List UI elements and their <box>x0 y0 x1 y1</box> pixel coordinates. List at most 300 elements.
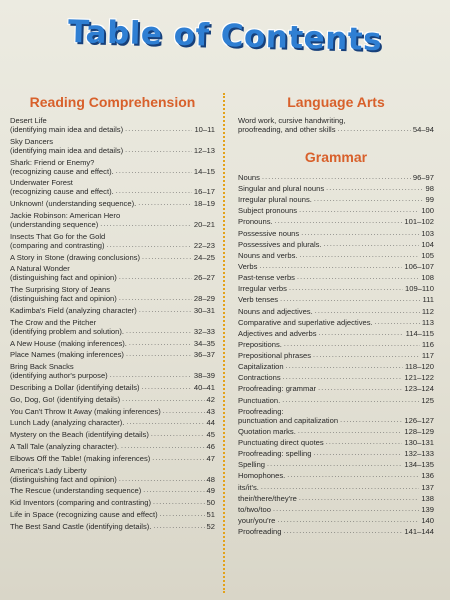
entry-title: Nouns <box>238 172 260 182</box>
entry-title: Insects That Go for the Gold <box>10 231 106 241</box>
toc-entry <box>10 430 215 439</box>
toc-entry <box>10 350 215 359</box>
title-area <box>0 13 450 59</box>
entry-title: Lunch Lady (analyzing character). <box>10 418 125 428</box>
entry-title: Past-tense verbs <box>238 273 295 283</box>
entry-title: Adjectives and adverbs <box>238 328 317 338</box>
entry-row <box>10 475 215 484</box>
page-number: 20–21 <box>193 219 215 229</box>
entry-title: Verbs <box>238 261 258 271</box>
entry-row <box>10 371 215 380</box>
toc-entry <box>10 498 215 507</box>
entry-row <box>238 195 434 204</box>
dot-leader <box>163 407 205 416</box>
entry-row <box>10 306 215 315</box>
entry-row <box>10 454 215 463</box>
entry-skill: (identifying main idea and details) <box>10 145 124 155</box>
page-number: 42 <box>206 394 215 404</box>
entry-title: Possessive nouns <box>238 228 300 238</box>
entry-skill: (identifying main idea and details) <box>10 125 124 134</box>
entry-title: Sky Dancers <box>10 136 54 146</box>
dot-leader <box>100 220 192 229</box>
entry-row <box>238 229 434 238</box>
page-number: 18–19 <box>193 199 215 209</box>
entry-title: Proofreading: spelling <box>238 449 312 459</box>
dot-leader <box>286 362 403 371</box>
entry-title: your/you're <box>238 516 276 526</box>
entry-title: The Crow and the Pitcher <box>10 317 97 327</box>
dot-leader <box>375 318 420 327</box>
entry-title: Kadimba's Field (analyzing character) <box>10 305 137 315</box>
column-divider <box>223 93 225 593</box>
entry-row <box>10 220 215 229</box>
dot-leader <box>299 206 419 215</box>
toc-entry <box>10 442 215 451</box>
page-number: 51 <box>206 509 215 519</box>
page-number: 38–39 <box>193 371 215 381</box>
entry-title: Jackie Robinson: American Hero <box>10 210 121 220</box>
toc-entry <box>238 384 434 393</box>
toc-entry <box>10 510 215 519</box>
toc-entry <box>10 178 215 196</box>
right-column <box>238 94 434 538</box>
page-number: 98 <box>425 183 434 193</box>
entry-title: Capitalization <box>238 362 284 372</box>
toc-entry <box>10 418 215 427</box>
dot-leader <box>298 427 403 436</box>
entry-title: its/it's. <box>238 482 259 492</box>
page-number: 141–144 <box>404 527 434 537</box>
entry-title: The Rescue (understanding sequence) <box>10 486 142 496</box>
entry-skill: (distinguishing fact and opinion) <box>10 474 117 484</box>
entry-title: their/there/they're <box>238 493 297 503</box>
page-number: 99 <box>425 195 434 205</box>
page-number: 106–107 <box>404 261 434 271</box>
page-number: 26–27 <box>193 273 215 283</box>
entry-title: Bring Back Snacks <box>10 362 74 372</box>
entry-row <box>10 187 215 196</box>
language-arts-row <box>238 125 434 134</box>
page-number: 45 <box>206 430 215 440</box>
dot-leader <box>282 396 419 405</box>
toc-entry <box>238 516 434 525</box>
page-title: Table of Contents <box>67 13 383 59</box>
entry-skill: (comparing and contrasting) <box>10 240 105 250</box>
entry-row <box>238 184 434 193</box>
entry-row <box>10 273 215 282</box>
page-number: 128–129 <box>404 426 434 436</box>
dot-leader <box>152 454 204 463</box>
page-number: 118–120 <box>405 362 434 372</box>
toc-entry <box>238 273 434 282</box>
entry-title: Pronouns. <box>238 217 273 227</box>
page-number: 105 <box>421 250 434 260</box>
dot-leader <box>267 460 402 469</box>
entry-title: Proofreading: grammar <box>238 384 317 394</box>
entry-title: Spelling <box>238 460 266 470</box>
toc-entry <box>10 137 215 155</box>
dot-leader <box>324 240 420 249</box>
dot-leader <box>326 184 423 193</box>
toc-entry <box>238 407 434 425</box>
page-number: 114–115 <box>405 328 434 338</box>
page-number: 10–11 <box>194 125 215 134</box>
entry-title: A New House (making inferences). <box>10 338 127 348</box>
entry-row <box>238 396 434 405</box>
entry-skill: (distinguishing fact and opinion) <box>10 273 117 283</box>
toc-entry <box>10 253 215 262</box>
entry-row <box>238 483 434 492</box>
toc-entry <box>238 351 434 360</box>
toc-entry <box>10 362 215 380</box>
grammar-entry-list <box>238 173 434 536</box>
page-number: 96–97 <box>412 172 434 182</box>
page-number: 117 <box>421 351 434 361</box>
entry-title: Shark: Friend or Enemy? <box>10 157 95 167</box>
entry-row <box>10 350 215 359</box>
toc-entry <box>238 229 434 238</box>
dot-leader <box>126 327 192 336</box>
entry-title: Prepositional phrases <box>238 351 312 361</box>
dot-leader <box>153 522 204 531</box>
entry-row <box>10 522 215 531</box>
page-number: 48 <box>206 474 215 484</box>
entry-title: Kid Inventors (comparing and contrasting) <box>10 498 151 508</box>
entry-row <box>238 362 434 371</box>
entry-row <box>238 494 434 503</box>
toc-entry <box>238 471 434 480</box>
dot-leader <box>125 125 192 134</box>
page-number: 12–13 <box>193 145 215 155</box>
entry-skill: (distinguishing fact and opinion) <box>10 294 117 304</box>
dot-leader <box>280 295 420 304</box>
entry-row <box>10 167 215 176</box>
entry-title: A Story in Stone (drawing conclusions) <box>10 252 141 262</box>
dot-leader <box>116 167 192 176</box>
toc-entry <box>10 486 215 495</box>
entry-row <box>238 471 434 480</box>
entry-title: Elbows Off the Table! (making inferences) <box>10 453 151 463</box>
entry-skill: (understanding sequence) <box>10 219 99 229</box>
dot-leader <box>119 294 192 303</box>
toc-entry <box>238 251 434 260</box>
entry-row <box>10 407 215 416</box>
page-number: 139 <box>421 504 434 514</box>
entry-row <box>10 339 215 348</box>
page-number: 140 <box>421 516 434 526</box>
entry-row <box>238 173 434 182</box>
toc-entry <box>238 427 434 436</box>
entry-title: Mystery on the Beach (identifying details) <box>10 430 149 440</box>
toc-entry <box>238 449 434 458</box>
entry-title: Go, Dog, Go! (identifying details) <box>10 394 121 404</box>
entry-row <box>238 527 434 536</box>
entry-skill: (recognizing cause and effect). <box>10 166 114 176</box>
dot-leader <box>125 146 192 155</box>
page-number: 100 <box>421 206 434 216</box>
entry-title: Comparative and superlative adjectives. <box>238 317 373 327</box>
page-number: 54–94 <box>412 125 434 135</box>
entry-row <box>10 253 215 262</box>
entry-row <box>238 318 434 327</box>
dot-leader <box>284 340 420 349</box>
grammar-heading: Grammar <box>304 148 368 165</box>
page-number: 46 <box>206 441 215 451</box>
entry-row <box>238 449 434 458</box>
page-number: 137 <box>421 482 434 492</box>
entry-row <box>238 460 434 469</box>
entry-title: Underwater Forest <box>10 178 73 188</box>
dot-leader <box>313 449 402 458</box>
entry-row <box>238 217 434 226</box>
entry-title: Contractions <box>238 373 281 383</box>
toc-entry <box>10 454 215 463</box>
entry-row <box>10 146 215 155</box>
toc-entry <box>10 339 215 348</box>
page-number: 134–135 <box>404 460 434 470</box>
page-number: 125 <box>421 395 434 405</box>
toc-entry <box>238 184 434 193</box>
entry-row <box>10 510 215 519</box>
dot-leader <box>153 498 205 507</box>
dot-leader <box>319 329 404 338</box>
toc-entry <box>238 329 434 338</box>
language-arts-heading: Language Arts <box>287 94 385 110</box>
toc-entry <box>238 396 434 405</box>
page-number: 113 <box>421 317 434 327</box>
dot-leader <box>142 383 192 392</box>
entry-skill: (recognizing cause and effect). <box>10 187 114 197</box>
dot-leader <box>277 516 419 525</box>
toc-entry <box>10 395 215 404</box>
dot-leader <box>289 284 403 293</box>
entry-row <box>238 262 434 271</box>
entry-title: Irregular plural nouns. <box>238 195 312 205</box>
dot-leader <box>138 199 192 208</box>
entry-title: Irregular verbs <box>238 284 287 294</box>
entry-title: Proofreading: <box>238 406 284 416</box>
toc-entry <box>238 527 434 536</box>
dot-leader <box>299 494 419 503</box>
toc-entry <box>10 232 215 250</box>
dot-leader <box>119 475 205 484</box>
entry-row <box>238 307 434 316</box>
toc-entry <box>238 307 434 316</box>
toc-entry <box>238 362 434 371</box>
dot-leader <box>126 418 204 427</box>
page-number: 109–110 <box>405 284 434 294</box>
entry-row <box>238 384 434 393</box>
entry-row <box>238 351 434 360</box>
page-number: 28–29 <box>193 294 215 304</box>
entry-title: Punctuating direct quotes <box>238 438 324 448</box>
toc-entry <box>10 264 215 282</box>
toc-entry <box>238 262 434 271</box>
toc-entry <box>10 211 215 229</box>
dot-leader <box>259 262 402 271</box>
entry-title: Quotation marks. <box>238 426 296 436</box>
dot-leader <box>283 373 403 382</box>
entry-title: The Surprising Story of Jeans <box>10 285 111 295</box>
page-number: 111 <box>422 295 434 305</box>
entry-title: A Natural Wonder <box>10 264 70 274</box>
entry-skill: (identifying author's purpose) <box>10 371 108 381</box>
page-number: 52 <box>206 521 215 531</box>
entry-row <box>238 427 434 436</box>
toc-entry <box>10 466 215 484</box>
entry-row <box>10 383 215 392</box>
entry-row <box>10 327 215 336</box>
entry-row <box>238 438 434 447</box>
entry-title: Desert Life <box>10 116 47 125</box>
toc-entry <box>10 285 215 303</box>
page-number: 22–23 <box>193 240 215 250</box>
entry-title: Possessives and plurals. <box>238 239 322 249</box>
dot-leader <box>116 187 192 196</box>
dot-leader <box>129 339 192 348</box>
reading-entry-list <box>10 116 215 531</box>
entry-title: Nouns and adjectives. <box>238 306 313 316</box>
dot-leader <box>318 384 402 393</box>
dot-leader <box>126 350 192 359</box>
entry-row <box>10 241 215 250</box>
entry-row <box>238 251 434 260</box>
page-number: 24–25 <box>193 252 215 262</box>
entry-row <box>238 505 434 514</box>
reading-comprehension-heading: Reading Comprehension <box>29 94 196 110</box>
dot-leader <box>315 307 420 316</box>
page-number: 32–33 <box>193 326 215 336</box>
entry-title: Singular and plural nouns <box>238 183 325 193</box>
dot-leader <box>110 371 192 380</box>
page-number: 103 <box>421 228 434 238</box>
page-number: 47 <box>206 453 215 463</box>
page-number: 36–37 <box>193 350 215 360</box>
toc-entry <box>238 460 434 469</box>
entry-row <box>238 340 434 349</box>
entry-title: America's Lady Liberty <box>10 465 87 475</box>
entry-row <box>238 240 434 249</box>
page-number: 132–133 <box>404 449 434 459</box>
toc-entry <box>238 206 434 215</box>
toc-entry <box>238 173 434 182</box>
page-number: 130–131 <box>404 438 434 448</box>
page-number: 108 <box>421 273 434 283</box>
entry-title: Place Names (making inferences) <box>10 350 124 360</box>
page-number: 101–102 <box>404 217 434 227</box>
dot-leader <box>275 217 403 226</box>
page-number: 40–41 <box>193 382 215 392</box>
entry-row <box>10 294 215 303</box>
entry-title: to/two/too <box>238 504 271 514</box>
entry-row <box>238 329 434 338</box>
page-number: 16–17 <box>193 187 215 197</box>
dot-leader <box>300 251 420 260</box>
toc-entry <box>238 195 434 204</box>
entry-title: Proofreading <box>238 527 282 537</box>
toc-entry <box>238 494 434 503</box>
entry-title: Unknown! (understanding sequence). <box>10 199 137 209</box>
dot-leader <box>283 527 402 536</box>
entry-title: The Best Sand Castle (identifying details). <box>10 521 152 531</box>
toc-entry <box>10 306 215 315</box>
language-arts-line1: Word work, cursive handwriting, <box>238 116 346 125</box>
entry-row <box>238 284 434 293</box>
toc-entry <box>238 284 434 293</box>
dot-leader <box>287 471 419 480</box>
page-number: 116 <box>421 339 434 349</box>
entry-skill: punctuation and capitalization <box>238 415 339 425</box>
page-number: 50 <box>206 498 215 508</box>
page-number: 14–15 <box>193 166 215 176</box>
entry-title: Verb tenses <box>238 295 279 305</box>
dot-leader <box>326 438 403 447</box>
toc-entry <box>10 116 215 134</box>
dot-leader <box>314 195 424 204</box>
entry-row <box>10 199 215 208</box>
entry-row <box>238 416 434 425</box>
toc-entry <box>238 295 434 304</box>
page-number: 121–122 <box>404 373 434 383</box>
toc-entry <box>238 438 434 447</box>
entry-title: Homophones. <box>238 471 286 481</box>
dot-leader <box>119 273 192 282</box>
toc-entry <box>238 318 434 327</box>
entry-title: Prepositions. <box>238 339 282 349</box>
toc-entry <box>238 240 434 249</box>
dot-leader <box>273 505 419 514</box>
entry-row <box>10 498 215 507</box>
dot-leader <box>313 351 420 360</box>
dot-leader <box>143 486 204 495</box>
entry-title: Life in Space (recognizing cause and effect) <box>10 509 158 519</box>
entry-title: Subject pronouns <box>238 206 298 216</box>
page-number: 44 <box>206 418 215 428</box>
toc-entry <box>10 318 215 336</box>
dot-leader <box>340 416 402 425</box>
toc-entry <box>10 158 215 176</box>
dot-leader <box>160 510 205 519</box>
entry-title: Describing a Dollar (identifying details) <box>10 382 140 392</box>
page-number: 126–127 <box>404 415 434 425</box>
toc-entry <box>10 199 215 208</box>
toc-entry <box>238 483 434 492</box>
entry-row <box>10 430 215 439</box>
entry-row <box>10 418 215 427</box>
page-number: 123–124 <box>404 384 434 394</box>
entry-row <box>238 373 434 382</box>
dot-leader <box>151 430 205 439</box>
toc-entry <box>238 505 434 514</box>
entry-row <box>238 516 434 525</box>
dot-leader <box>338 125 411 134</box>
dot-leader <box>139 306 192 315</box>
dot-leader <box>297 273 419 282</box>
toc-entry <box>10 383 215 392</box>
page-number: 30–31 <box>193 305 215 315</box>
page-number: 104 <box>421 239 434 249</box>
page-number: 49 <box>206 486 215 496</box>
entry-row <box>238 206 434 215</box>
entry-title: A Tall Tale (analyzing character). <box>10 441 120 451</box>
entry-skill: (identifying problem and solution). <box>10 326 124 336</box>
language-arts-entry <box>238 116 434 135</box>
entry-row <box>238 295 434 304</box>
entry-row <box>10 125 215 134</box>
page-number: 136 <box>421 471 434 481</box>
entry-row <box>10 395 215 404</box>
language-arts-line2: proofreading, and other skills <box>238 125 336 135</box>
